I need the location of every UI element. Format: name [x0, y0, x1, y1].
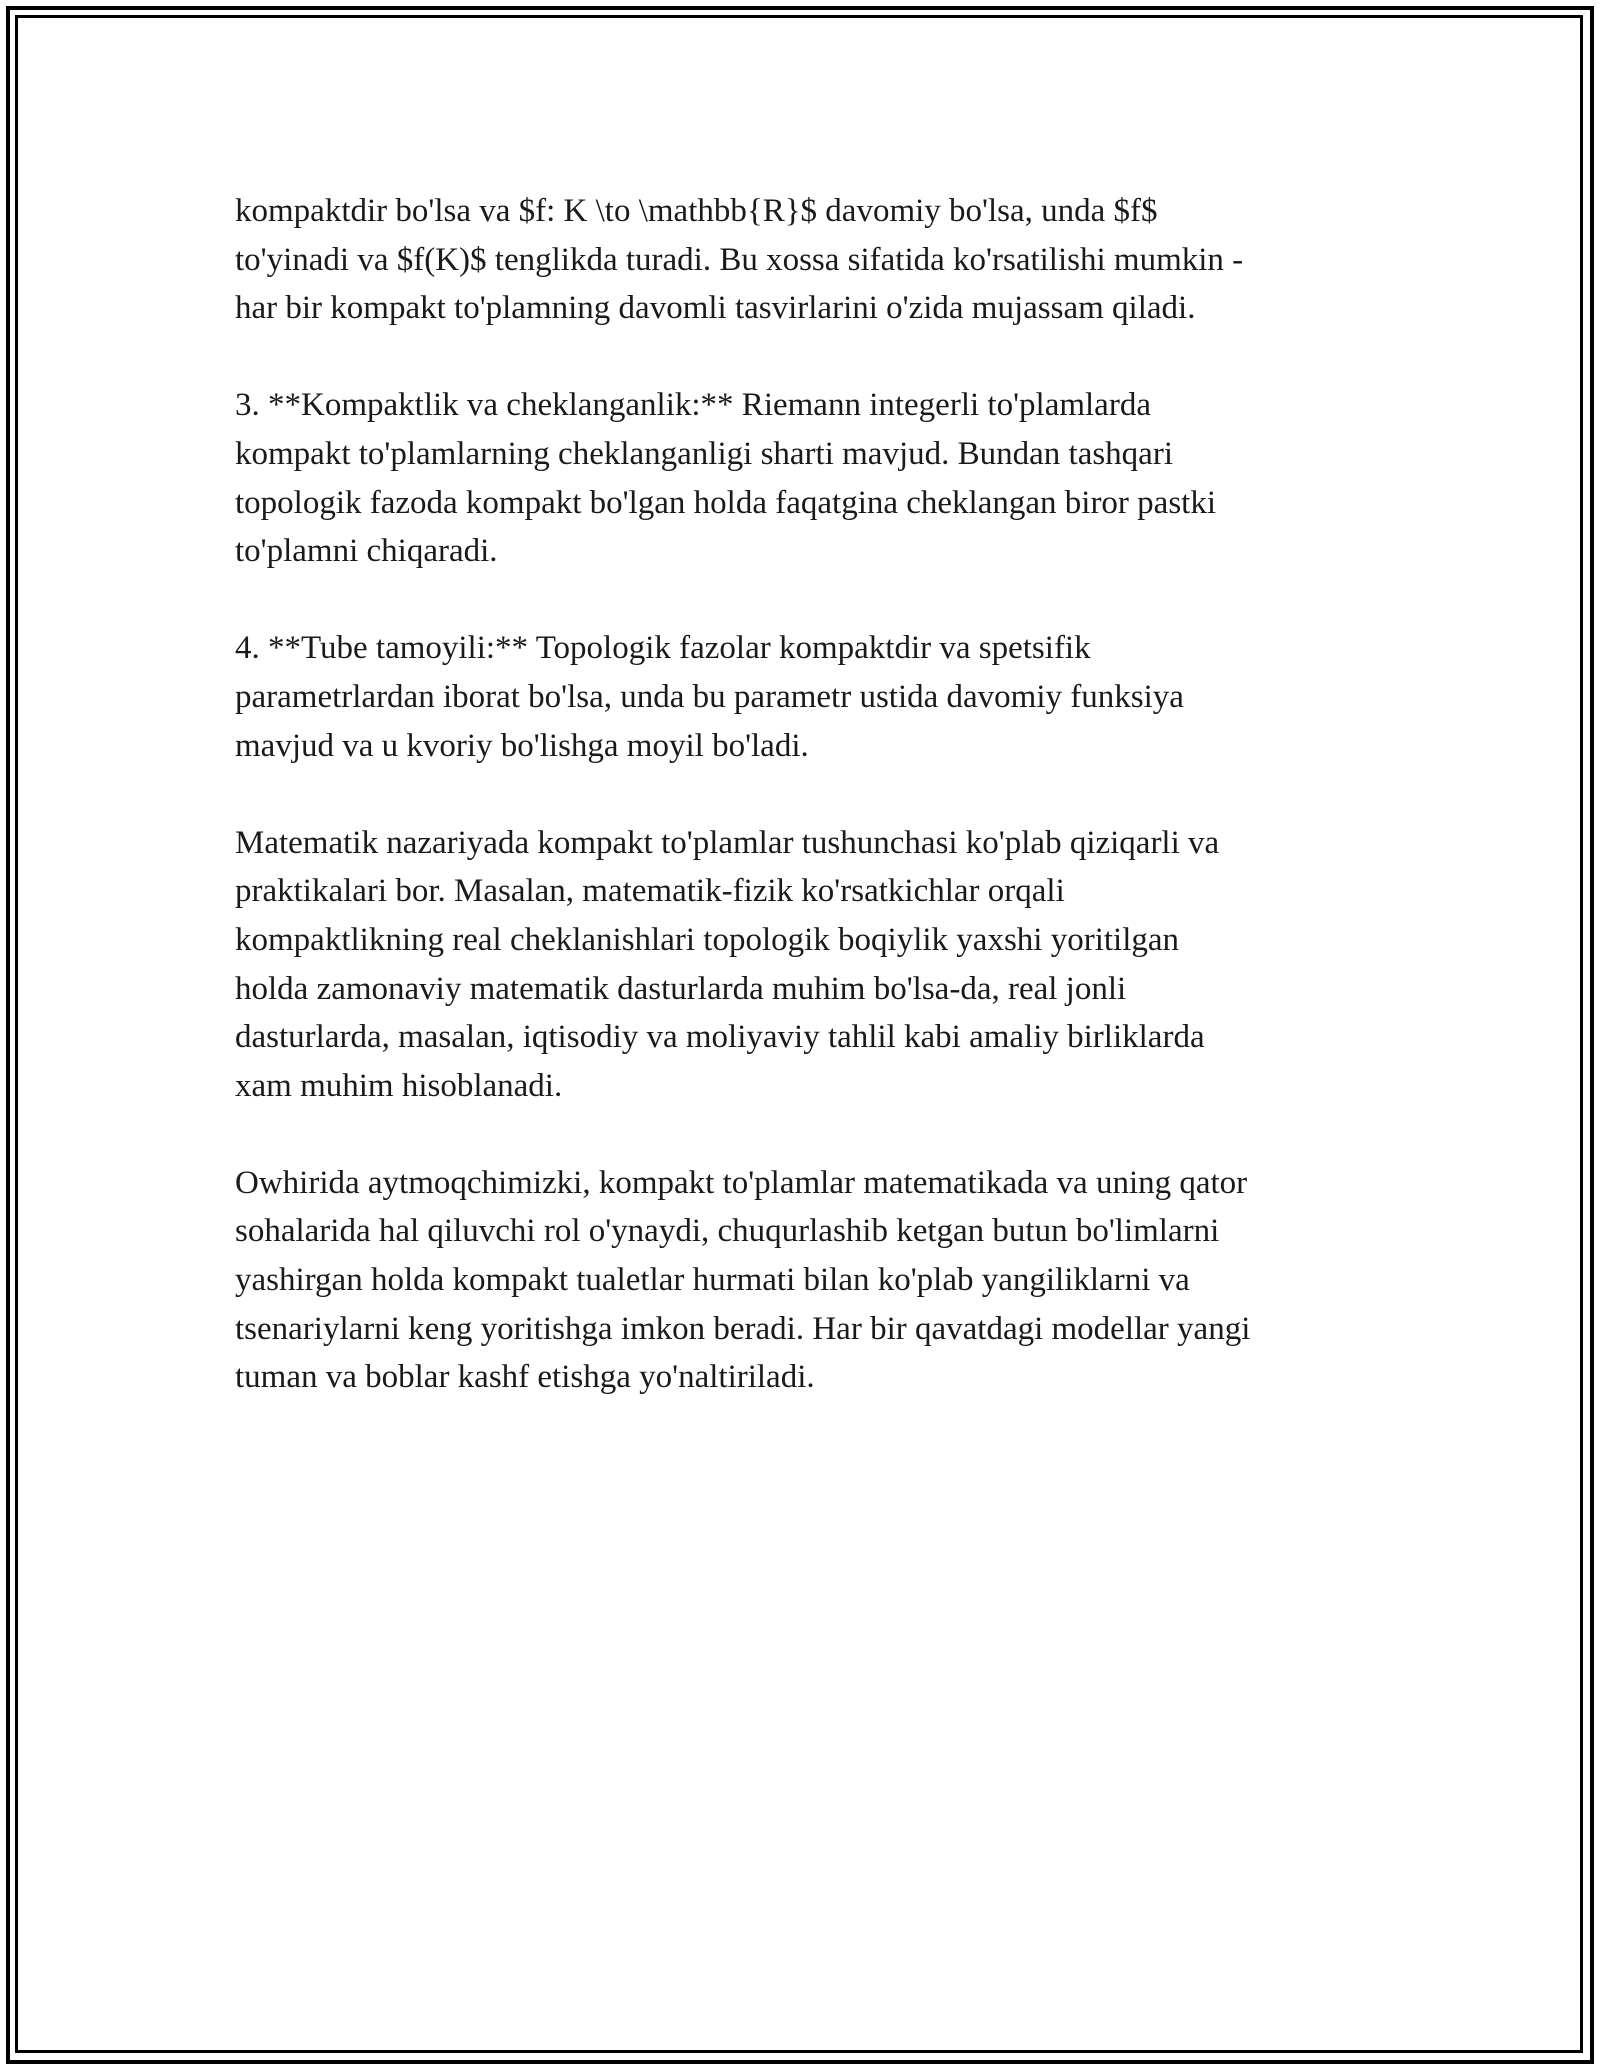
- text-line: sohalarida hal qiluvchi rol o'ynaydi, chuqurlashib ketgan butun bo'limlarni: [235, 1213, 1220, 1250]
- text-line: har bir kompakt to'plamning davomli tasvirlarini o'zida mujassam qiladi.: [235, 290, 1196, 327]
- document-body: [235, 187, 1395, 1450]
- text-line: 4. **Tube tamoyili:** Topologik fazolar kompaktdir va spetsifik: [235, 630, 1091, 667]
- text-line: 3. **Kompaktlik va cheklanganlik:** Riemann integerli to'plamlarda: [235, 387, 1151, 424]
- text-line: to'yinadi va $f(K)$ tenglikda turadi. Bu xossa sifatida ko'rsatilishi mumkin -: [235, 241, 1244, 278]
- text-line: topologik fazoda kompakt bo'lgan holda faqatgina cheklangan biror pastki: [235, 484, 1216, 521]
- paragraph-conclusion: [235, 1159, 1395, 1402]
- text-line: kompakt to'plamlarning cheklanganligi sharti mavjud. Bundan tashqari: [235, 435, 1173, 472]
- text-line: tuman va boblar kashf etishga yo'naltiriladi.: [235, 1359, 815, 1396]
- text-line: to'plamni chiqaradi.: [235, 533, 498, 570]
- paragraph-applications: [235, 819, 1395, 1111]
- paragraph-item-4: [235, 624, 1395, 770]
- paragraph-item-3: [235, 381, 1395, 575]
- text-line: kompaktdir bo'lsa va $f: K \to \mathbb{R}$ davomiy bo'lsa, unda $f$: [235, 193, 1158, 229]
- text-line: Owhirida aytmoqchimizki, kompakt to'plamlar matematikada va uning qator: [235, 1164, 1248, 1201]
- text-line: holda zamonaviy matematik dasturlarda muhim bo'lsa-da, real jonli: [235, 970, 1127, 1007]
- text-line: parametrlardan iborat bo'lsa, unda bu parametr ustida davomiy funksiya: [235, 678, 1184, 715]
- text-line: Matematik nazariyada kompakt to'plamlar tushunchasi ko'plab qiziqarli va: [235, 824, 1220, 861]
- text-line: dasturlarda, masalan, iqtisodiy va moliyaviy tahlil kabi amaliy birliklarda: [235, 1019, 1205, 1056]
- text-line: kompaktlikning real cheklanishlari topologik boqiylik yaxshi yoritilgan: [235, 921, 1180, 958]
- text-line: tsenariylarni keng yoritishga imkon beradi. Har bir qavatdagi modellar yangi: [235, 1310, 1251, 1347]
- text-line: xam muhim hisoblanadi.: [235, 1067, 563, 1104]
- text-line: yashirgan holda kompakt tualetlar hurmati bilan ko'plab yangiliklarni va: [235, 1262, 1190, 1299]
- paragraph-compact-image: [235, 187, 1395, 333]
- text-line: praktikalari bor. Masalan, matematik-fizik ko'rsatkichlar orqali: [235, 873, 1065, 910]
- text-line: mavjud va u kvoriy bo'lishga moyil bo'ladi.: [235, 727, 809, 764]
